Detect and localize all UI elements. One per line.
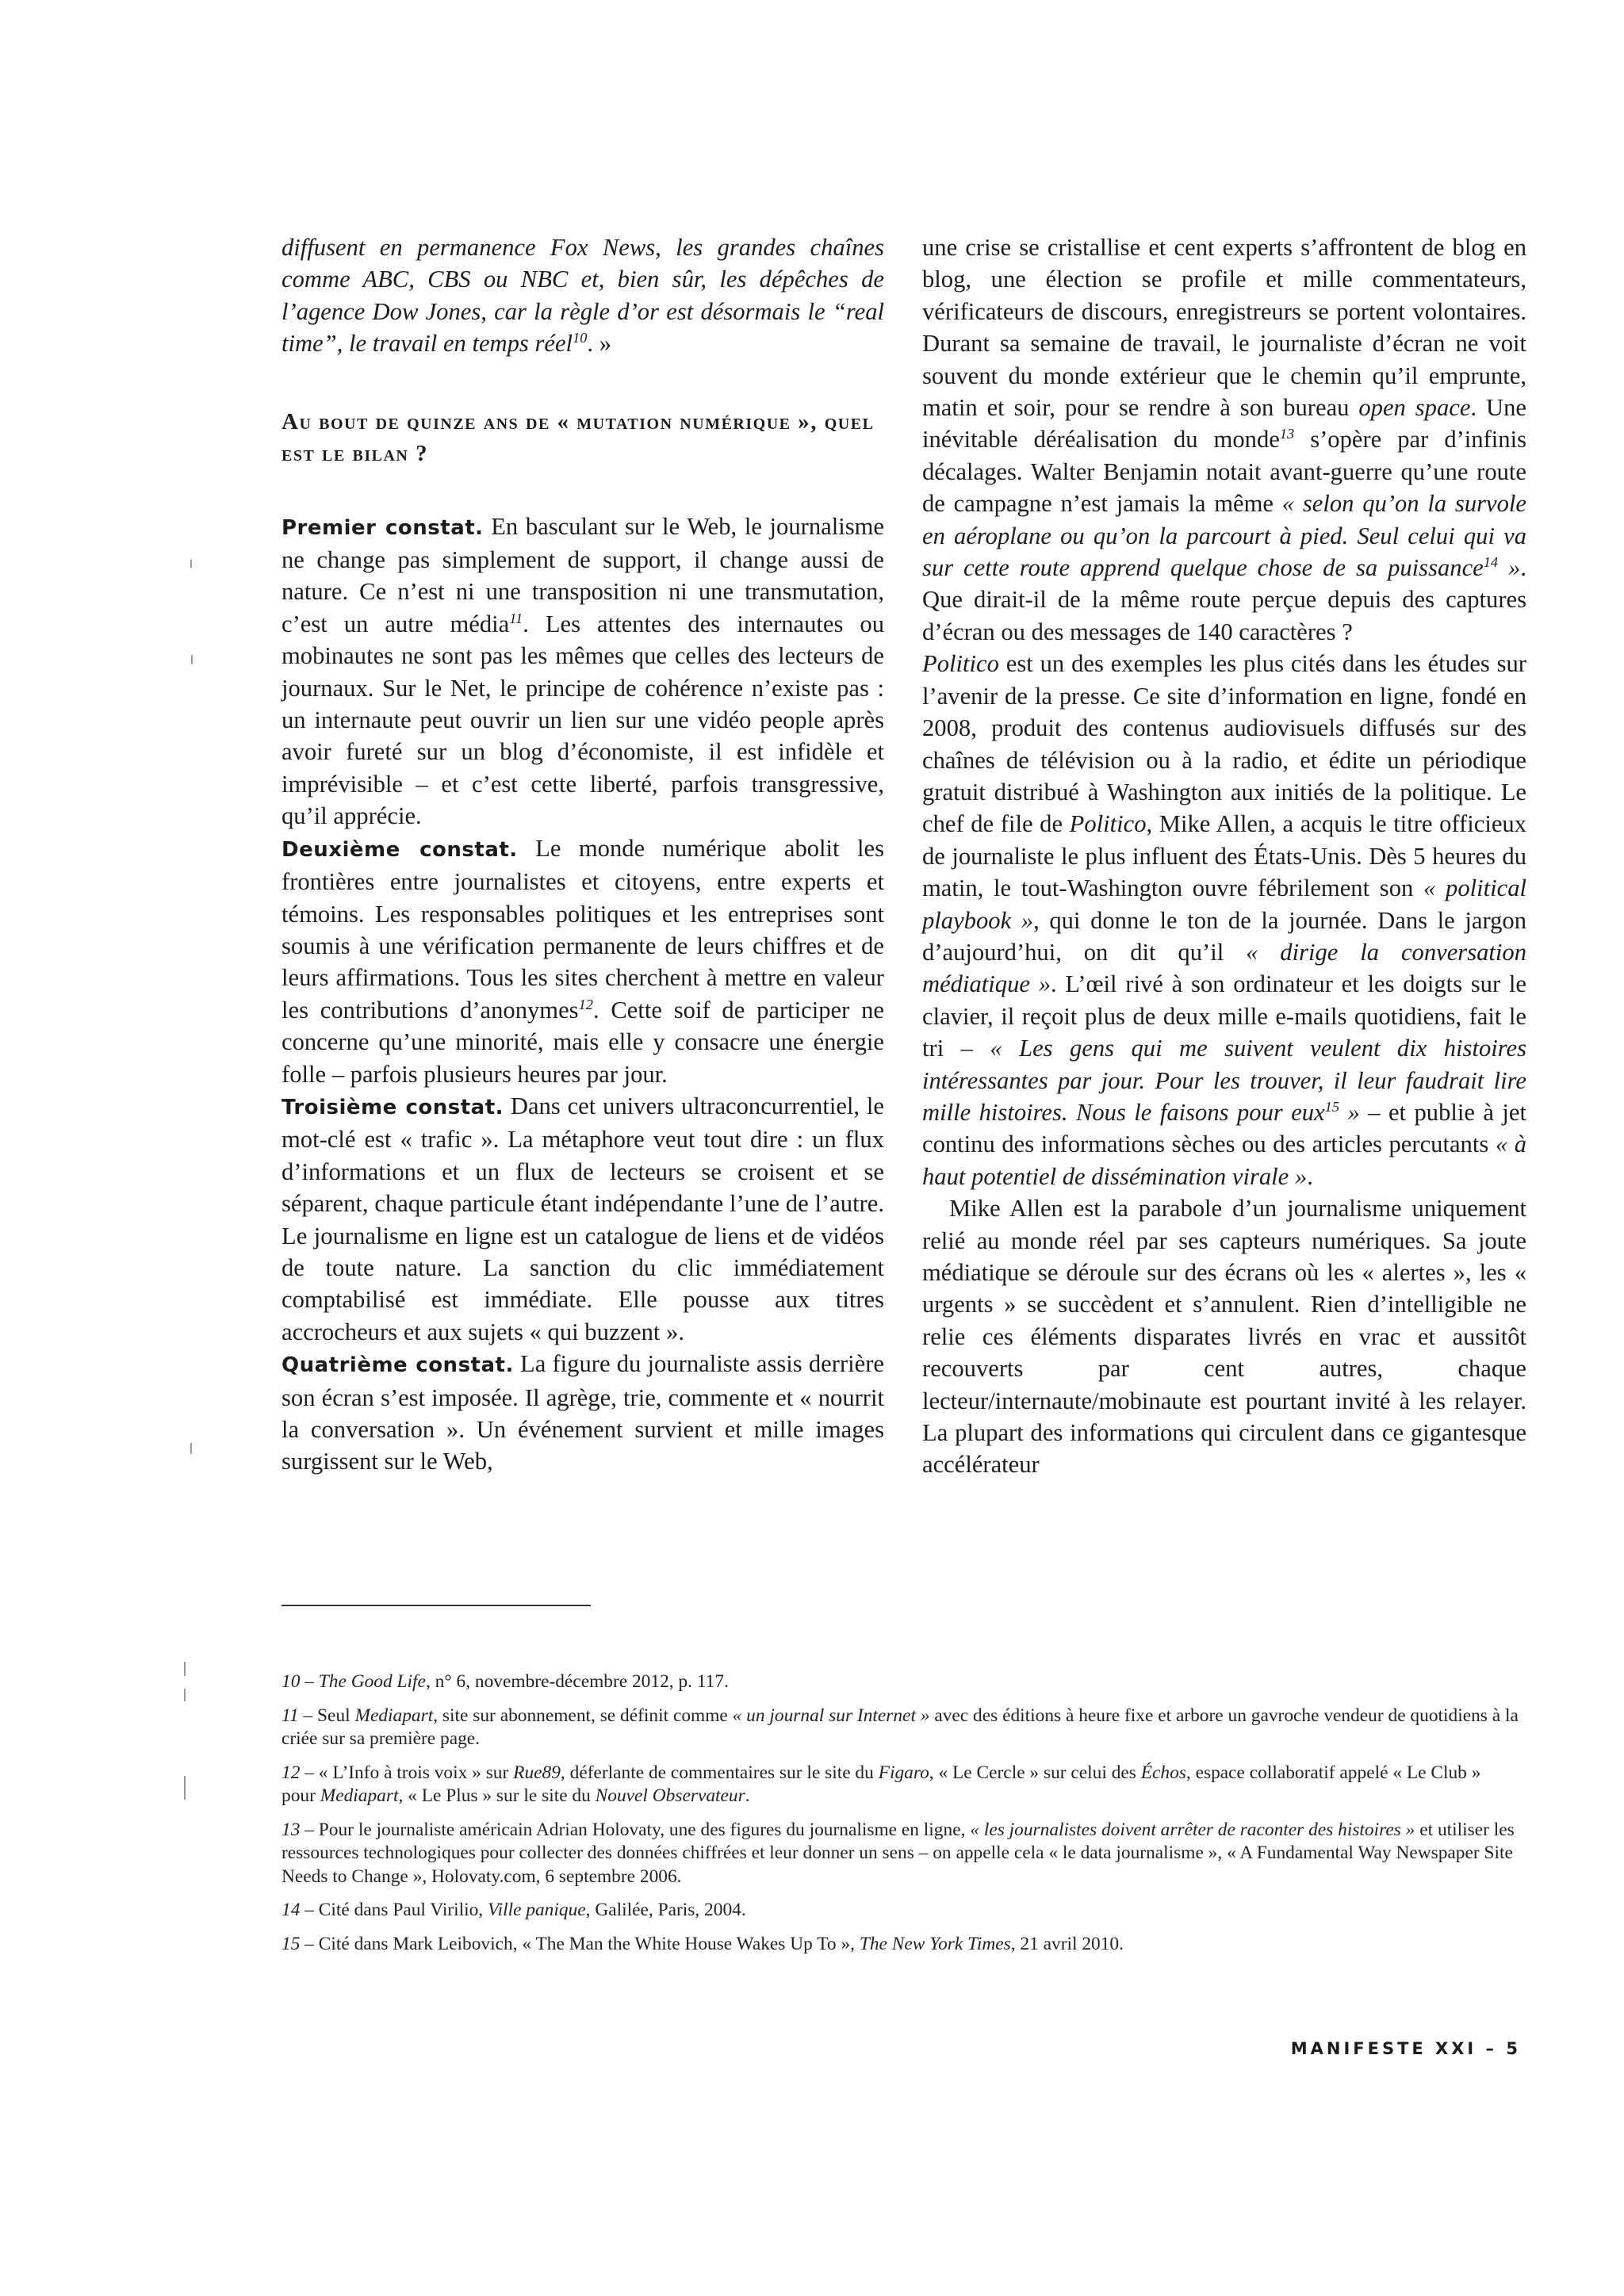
footnote-14: 14 – Cité dans Paul Virilio, Ville panique, Galilée, Paris, 2004. (282, 1900, 746, 1920)
paragraph-troisieme: Troisième constat. Dans cet univers ultraconcurrentiel, le mot-clé est « trafic ». La métaphore veut tout dire : un flux d’informations et un flux de lecteurs se croisent et se séparent, chaque particule étant indépendante l’une de l’autre. Le journalisme en ligne est un catalogue de liens et de vidéos de toute nature. La sanction du clic immédiatement comptabilisé est immédiate. Elle pousse aux titres accrocheurs et aux sujets « qui buzzent ». (282, 1092, 884, 1345)
paragraph-politico: Politico est un des exemples les plus cités dans les études sur l’avenir de la presse. Ce site d’information en ligne, fondé en 2008, produit des contenus audiovisuels diffusés sur des chaînes de télévision ou à la radio, et édite un périodique gratuit distribué à Washington aux initiés de la politique. Le chef de file de Politico, Mike Allen, a acquis le titre officieux de journaliste le plus influent des États-Unis. Dès 5 heures du matin, le tout-Washington ouvre fébrilement son « political playbook », qui donne le ton de la journée. Dans le jargon d’aujourd’hui, on dit qu’il « dirige la conversation médiatique ». L’œil rivé à son ordinateur et les doigts sur le clavier, il reçoit plus de deux mille e-mails quotidiens, fait le tri – « Les gens qui me suivent veulent dix histoires intéressantes par jour. Pour les trouver, il leur faudrait lire mille histoires. Nous le faisons pour eux$^{15}$ » – et publie à jet continu des informations sèches ou des articles percutants « à haut potentiel de dissémination virale ». (922, 650, 1526, 1190)
section-heading: Au bout de quinze ans de « mutation numérique », quel est le bilan ? (282, 408, 875, 466)
scan-mark (190, 1443, 192, 1454)
page-number: 5 (1506, 2039, 1521, 2058)
paragraph-mike-allen: Mike Allen est la parabole d’un journalisme uniquement relié au monde réel par ses capteurs numériques. Sa joute médiatique se déroule sur des écrans où les « alertes », les « urgents » se succèdent et s’annulent. Rien d’intelligible ne relie ces éléments disparates livrés en vrac et aussitôt recouverts par cent autres, chaque lecteur/internaute/mobinaute est pourtant invité à les relayer. La plupart des informations qui circulent dans ce gigantesque accélérateur (922, 1195, 1526, 1479)
footnotes (282, 1670, 1519, 1966)
quote-paragraph: diffusent en permanence Fox News, les grandes chaînes comme ABC, CBS ou NBC et, bien sûr, les dépêches de l’agence Dow Jones, car la règle d’or est désormais le “real time”, le travail en temps réel$^{10}$. » (282, 234, 884, 358)
paragraph-premier: Premier constat. En basculant sur le Web, le journalisme ne change pas simplement de support, il change aussi de nature. Ce n’est ni une transposition ni une transmutation, c’est un autre média$^{11}$. Les attentes des internautes ou mobinautes ne sont pas les mêmes que celles des lecteurs de journaux. Sur le Net, le principe de cohérence n’existe pas : un internaute peut ouvrir un lien sur une vidéo people après avoir fureté sur un blog d’économiste, il est infidèle et imprévisible – et c’est cette liberté, parfois transgressive, qu’il apprécie. (282, 512, 884, 830)
footnote-15: 15 – Cité dans Mark Leibovich, « The Man the White House Wakes Up To », The New York Times, 21 avril 2010. (282, 1933, 1124, 1954)
scan-mark (190, 560, 192, 568)
paragraph-quatrieme: Quatrième constat. La figure du journaliste assis derrière son écran s’est imposée. Il agrège, trie, commente et « nourrit la conversation ». Un événement survient et mille images surgissent sur le Web, (282, 1350, 884, 1475)
footnote-rule (282, 1605, 591, 1606)
scan-mark (184, 1689, 186, 1701)
publication-name: MANIFESTE XXI – (1290, 2039, 1498, 2058)
left-column (282, 232, 884, 1478)
right-column (922, 232, 1526, 1481)
page-footer (1291, 2039, 1521, 2058)
scan-mark (184, 1662, 186, 1676)
scan-mark (184, 1776, 186, 1800)
footnote-12: 12 – « L’Info à trois voix » sur Rue89, déferlante de commentaires sur le site du Figaro, « Le Cercle » sur celui des Échos, espace collaboratif appelé « Le Club » pour Mediapart, « Le Plus » sur le site du Nouvel Observateur. (282, 1762, 1481, 1806)
footnote-10: 10 – The Good Life, n° 6, novembre-décembre 2012, p. 117. (282, 1671, 729, 1692)
footnote-13: 13 – Pour le journaliste américain Adrian Holovaty, une des figures du journalisme en ligne, « les journalistes doivent arrêter de raconter des histoires » et utiliser les ressources technologiques pour collecter des données chiffrées et leur donner un sens – on appelle cela « le data journalisme », « A Fundamental Way Newspaper Site Needs to Change », Holovaty.com, 6 septembre 2006. (282, 1819, 1515, 1887)
footnote-11: 11 – Seul Mediapart, site sur abonnement, se définit comme « un journal sur Internet » avec des éditions à heure fixe et arbore un gavroche vendeur de quotidiens à la criée sur sa première page. (282, 1705, 1519, 1749)
paragraph-deuxieme: Deuxième constat. Le monde numérique abolit les frontières entre journalistes et citoyens, entre experts et témoins. Les responsables politiques et les entreprises sont soumis à une vérification permanente de leurs chiffres et de leurs affirmations. Tous les sites cherchent à mettre en valeur les contributions d’anonymes$^{12}$. Cette soif de participer ne concerne qu’une minorité, mais elle y consacre une énergie folle – parfois plusieurs heures par jour. (282, 834, 884, 1088)
paragraph-crise: une crise se cristallise et cent experts s’affrontent de blog en blog, une élection se profile et mille commentateurs, vérificateurs de discours, enregistreurs se portent volontaires. Durant sa semaine de travail, le journaliste d’écran ne voit souvent du monde extérieur que le chemin qu’il emprunte, matin et soir, pour se rendre à son bureau open space. Une inévitable déréalisation du monde$^{13}$ s’opère par d’infinis décalages. Walter Benjamin notait avant-guerre qu’une route de campagne n’est jamais la même « selon qu’on la survole en aéroplane ou qu’on la parcourt à pied. Seul celui qui va sur cette route apprend quelque chose de sa puissance$^{14}$ ». Que dirait-il de la même route perçue depuis des captures d’écran ou des messages de 140 caractères ? (922, 234, 1526, 645)
scan-mark (191, 655, 193, 664)
